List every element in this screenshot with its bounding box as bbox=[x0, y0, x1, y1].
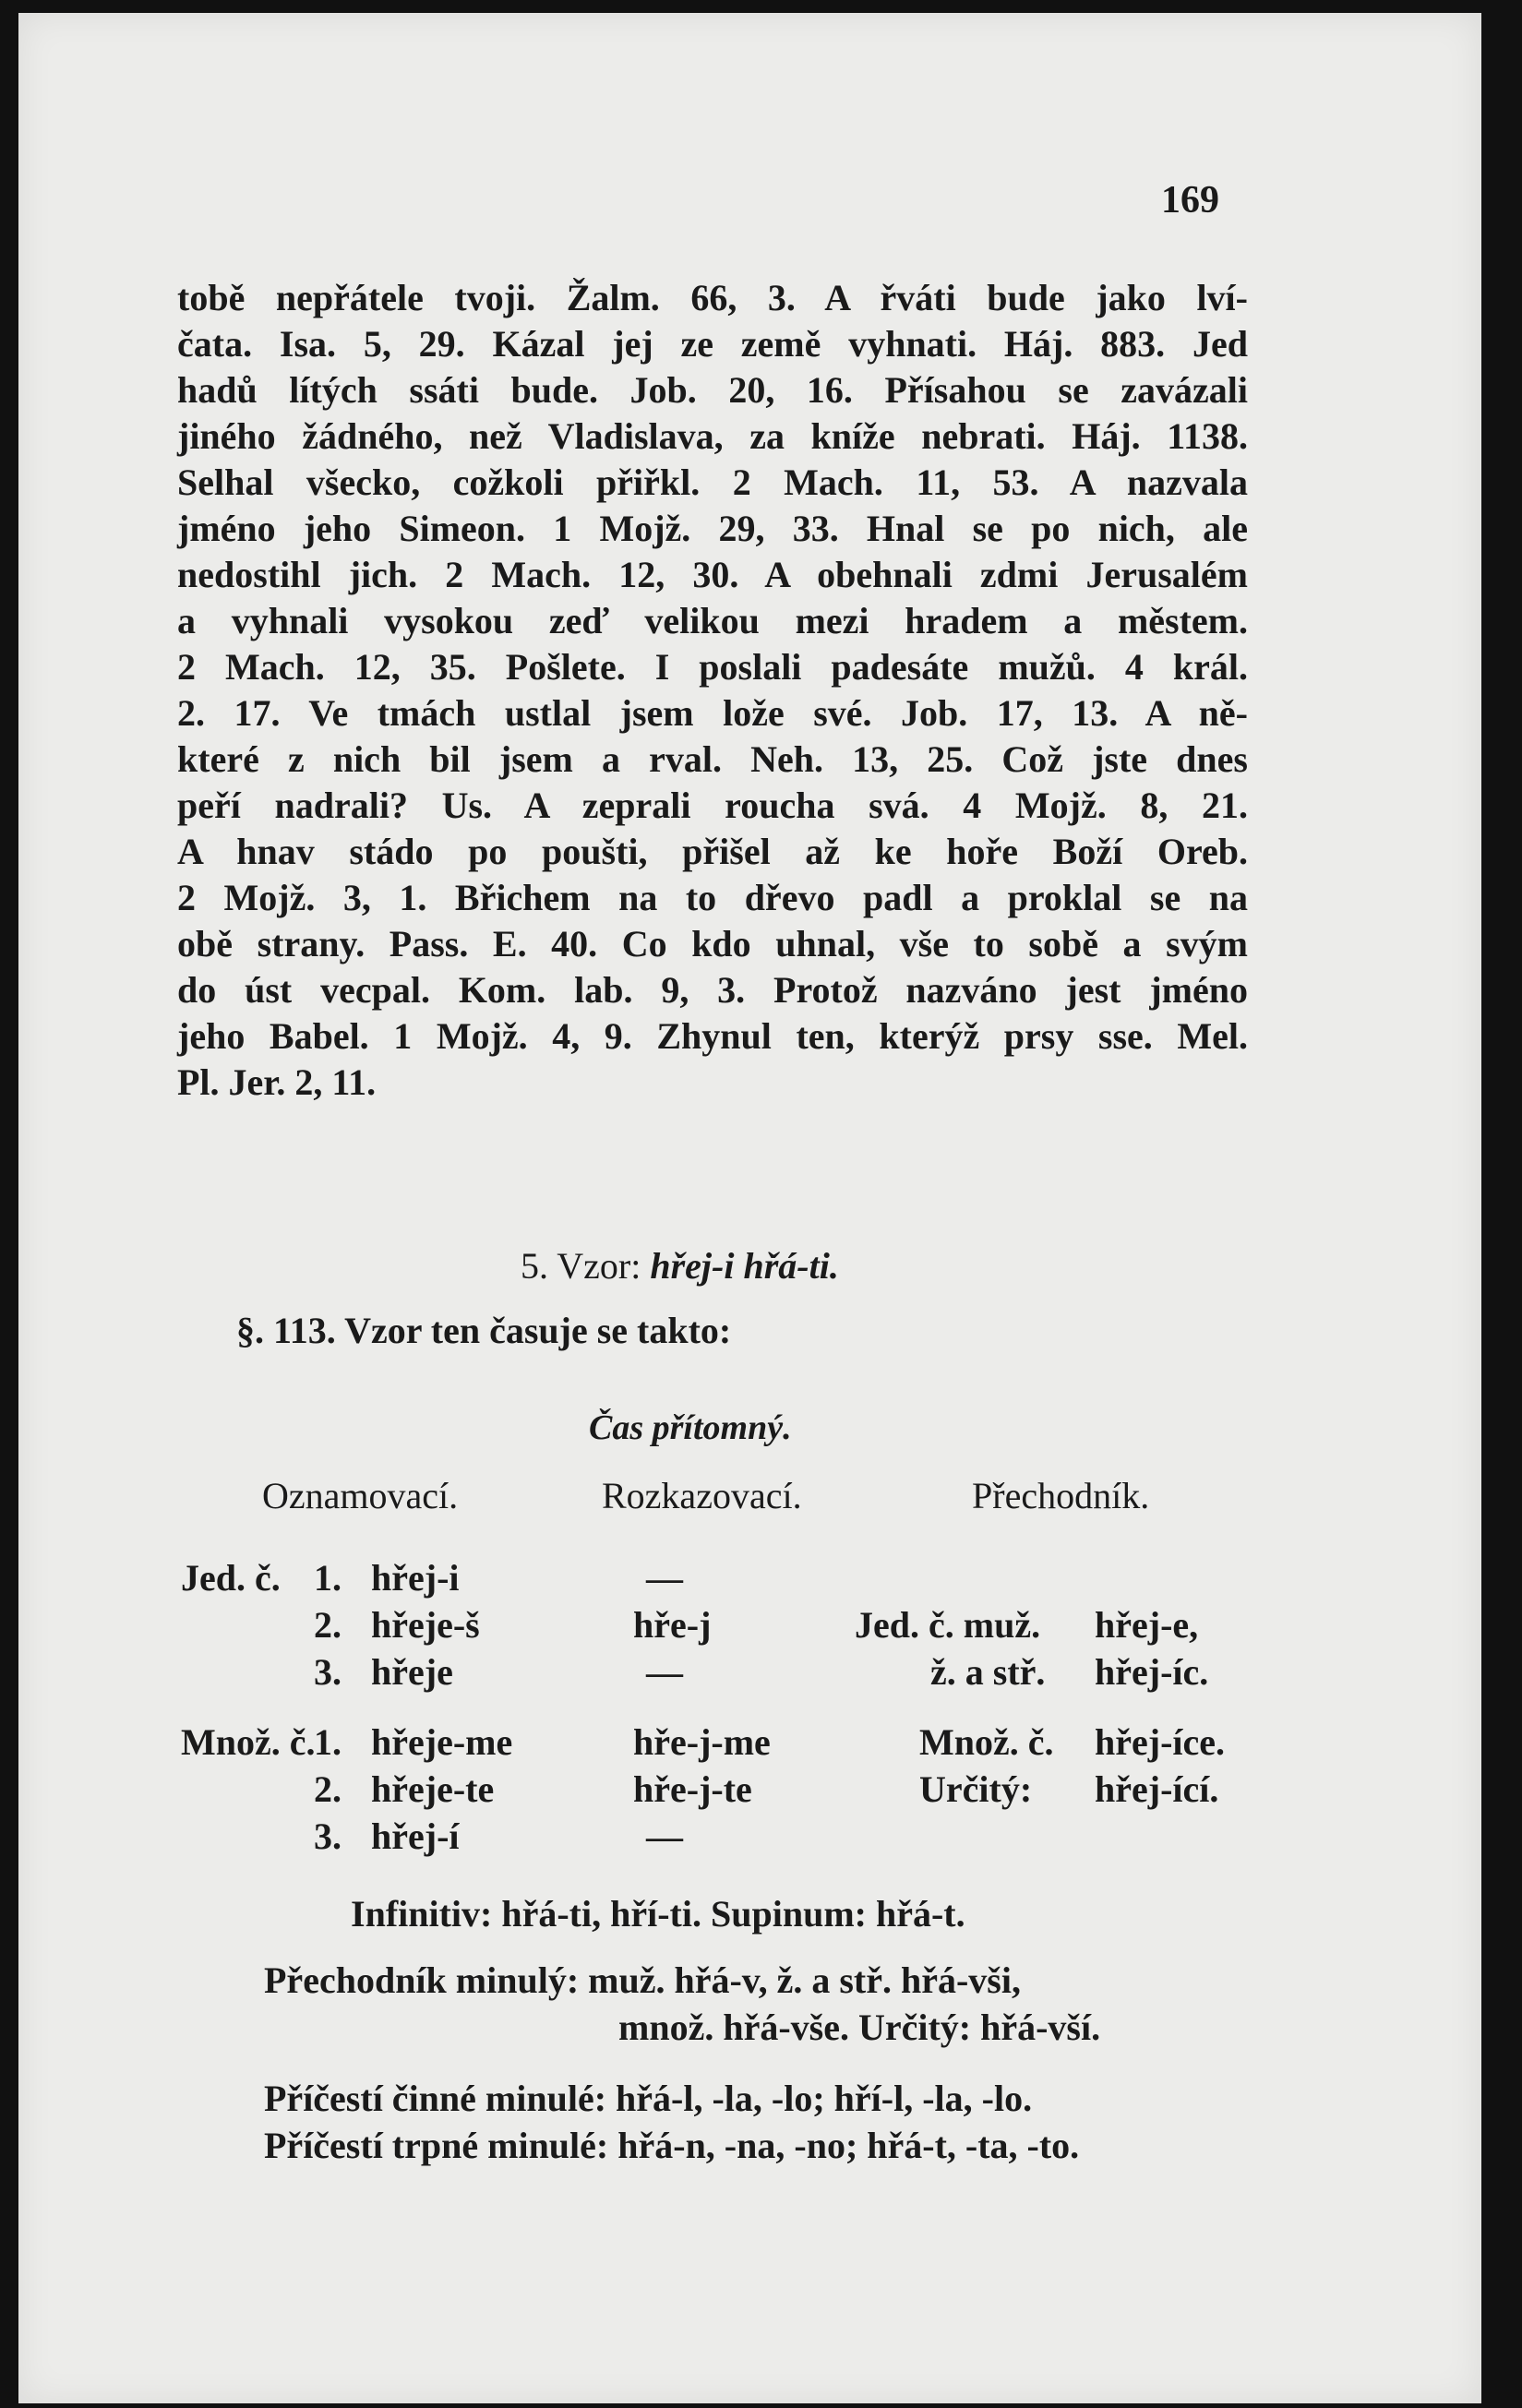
transgressive-label: Jed. č. muž. bbox=[855, 1604, 1041, 1646]
column-header-indicative: Oznamovací. bbox=[262, 1475, 459, 1516]
section-heading bbox=[521, 1244, 839, 1288]
indicative-form: hřeje bbox=[371, 1651, 453, 1693]
transgressive-form: hřej-e, bbox=[1095, 1604, 1199, 1646]
paragraph-line: obě strany. Pass. E. 40. Co kdo uhnal, vše to sobě a svým bbox=[177, 923, 1248, 964]
transgressive-label: Určitý: bbox=[919, 1768, 1033, 1810]
paragraph-line: 2. 17. Ve tmách ustlal jsem lože své. Job. 17, 13. A ně- bbox=[177, 692, 1248, 734]
transgressive-form: hřej-íce. bbox=[1095, 1721, 1226, 1763]
paragraph-line: jeho Babel. 1 Mojž. 4, 9. Zhynul ten, kterýž prsy sse. Mel. bbox=[177, 1015, 1248, 1057]
row-number: 3. bbox=[314, 1815, 342, 1857]
passive-participle-line: Příčestí trpné minulé: hřá-n, -na, -no; hřá-t, -ta, -to. bbox=[264, 2125, 1080, 2166]
example-paragraph bbox=[177, 275, 1248, 1106]
past-transgressive-line: množ. hřá-vše. Určitý: hřá-vší. bbox=[618, 2007, 1101, 2048]
row-prefix: Množ. č. bbox=[181, 1721, 316, 1763]
transgressive-form: hřej-íc. bbox=[1095, 1651, 1209, 1693]
paragraph-line: 2 Mach. 12, 35. Pošlete. I poslali padesáte mužů. 4 král. bbox=[177, 646, 1248, 688]
indicative-form: hřeje-te bbox=[371, 1768, 495, 1810]
transgressive-form: hřej-ící. bbox=[1095, 1768, 1219, 1810]
paragraph-line: jméno jeho Simeon. 1 Mojž. 29, 33. Hnal se po nich, ale bbox=[177, 508, 1248, 549]
row-number: 1. bbox=[314, 1721, 342, 1763]
row-prefix: Jed. č. bbox=[181, 1557, 281, 1599]
infinitive-line: Infinitiv: hřá-ti, hří-ti. Supinum: hřá-t. bbox=[351, 1893, 965, 1935]
paragraph-line: Selhal všecko, cožkoli přiřkl. 2 Mach. 11, 53. A nazvala bbox=[177, 461, 1248, 503]
section-pattern: hřej-i hřá-ti. bbox=[650, 1245, 839, 1287]
imperative-form: hře-j-me bbox=[633, 1721, 771, 1763]
indicative-form: hřeje-me bbox=[371, 1721, 513, 1763]
imperative-form: — bbox=[646, 1651, 683, 1693]
row-number: 2. bbox=[314, 1768, 342, 1810]
paragraph-line: a vyhnali vysokou zeď velikou mezi hradem a městem. bbox=[177, 600, 1248, 641]
paragraph-line: Pl. Jer. 2, 11. bbox=[177, 1061, 377, 1103]
transgressive-label: Množ. č. bbox=[919, 1721, 1054, 1763]
tense-title: Čas přítomný. bbox=[589, 1408, 792, 1447]
imperative-form: — bbox=[646, 1557, 683, 1599]
imperative-form: — bbox=[646, 1815, 683, 1857]
active-participle-line: Příčestí činné minulé: hřá-l, -la, -lo; hří-l, -la, -lo. bbox=[264, 2078, 1033, 2119]
imperative-form: hře-j-te bbox=[633, 1768, 752, 1810]
paragraph-line: hadů lítých ssáti bude. Job. 20, 16. Přísahou se zavázali bbox=[177, 369, 1248, 411]
paragraph-line: do úst vecpal. Kom. lab. 9, 3. Protož nazváno jest jméno bbox=[177, 969, 1248, 1011]
paragraph-title: §. 113. Vzor ten časuje se takto: bbox=[236, 1310, 732, 1351]
paragraph-line: nedostihl jich. 2 Mach. 12, 30. A obehnali zdmi Jerusalém bbox=[177, 554, 1248, 595]
indicative-form: hřeje-š bbox=[371, 1604, 480, 1646]
indicative-form: hřej-í bbox=[371, 1815, 460, 1857]
past-transgressive-line: Přechodník minulý: muž. hřá-v, ž. a stř. hřá-vši, bbox=[264, 1959, 1021, 2001]
paragraph-line: 2 Mojž. 3, 1. Břichem na to dřevo padl a proklal se na bbox=[177, 877, 1248, 918]
column-header-imperative: Rozkazovací. bbox=[602, 1475, 802, 1516]
transgressive-label: ž. a stř. bbox=[930, 1651, 1046, 1693]
section-label: 5. Vzor: bbox=[521, 1245, 641, 1287]
paragraph-line: peří nadrali? Us. A zeprali roucha svá. 4 Mojž. 8, 21. bbox=[177, 785, 1248, 826]
page-number: 169 bbox=[1161, 179, 1219, 222]
column-header-transgressive: Přechodník. bbox=[972, 1475, 1150, 1516]
row-number: 3. bbox=[314, 1651, 342, 1693]
row-number: 1. bbox=[314, 1557, 342, 1599]
paragraph-line: čata. Isa. 5, 29. Kázal jej ze země vyhnati. Háj. 883. Jed bbox=[177, 323, 1248, 365]
indicative-form: hřej-i bbox=[371, 1557, 460, 1599]
imperative-form: hře-j bbox=[633, 1604, 712, 1646]
paragraph-line: tobě nepřátele tvoji. Žalm. 66, 3. A řváti bude jako lví- bbox=[177, 277, 1248, 318]
paragraph-line: A hnav stádo po poušti, přišel až ke hoře Boží Oreb. bbox=[177, 831, 1248, 872]
paragraph-line: jiného žádného, než Vladislava, za knížе nebrati. Háj. 1138. bbox=[177, 415, 1248, 457]
paragraph-line: které z nich bil jsem a rval. Neh. 13, 25. Což jste dnes bbox=[177, 738, 1248, 780]
row-number: 2. bbox=[314, 1604, 342, 1646]
